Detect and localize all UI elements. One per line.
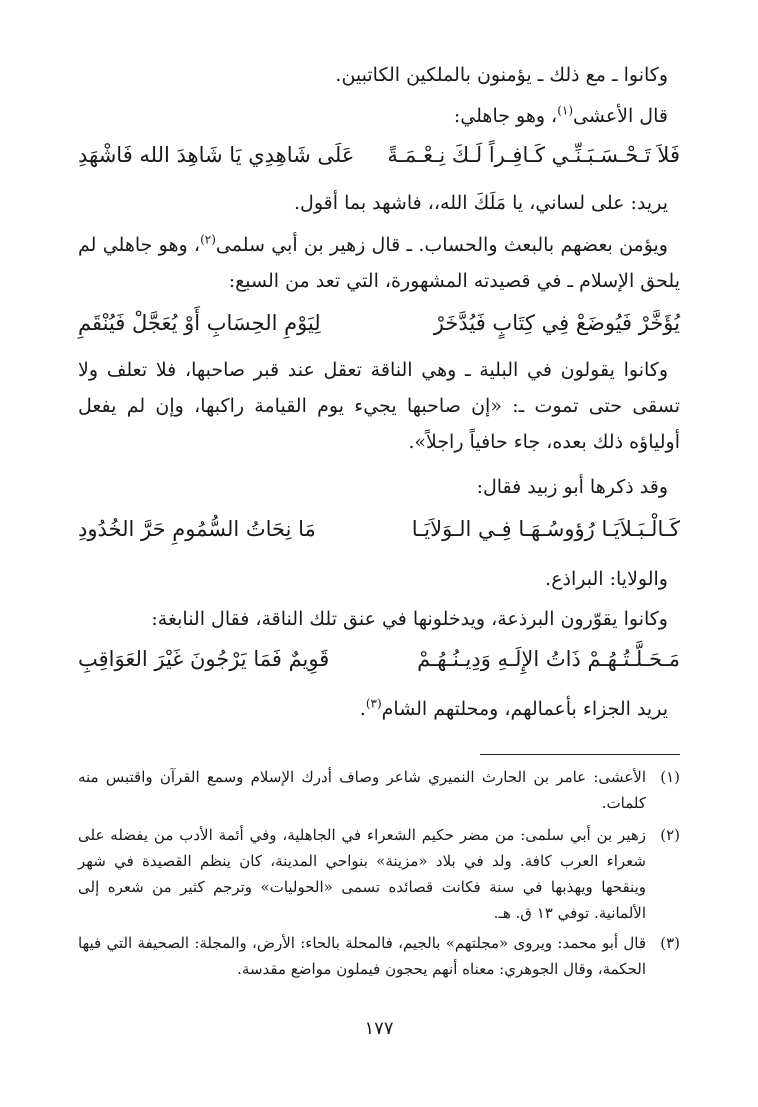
footnote-1-number: (١) xyxy=(660,768,680,786)
line-angels xyxy=(335,62,668,88)
line-abu-zubayd-text: وقد ذكرها أبو زبيد فقال: xyxy=(476,476,668,498)
verse-zuhayr xyxy=(78,308,680,338)
verse-asha-second-hemistich: عَلَى شَاهِدِي يَا شَاهِدَ الله فَاشْهَدِ xyxy=(78,143,355,167)
paragraph-baliyya-text: وكانوا يقولون في البلية ـ وهي الناقة تعقل عند قبر صاحبها، فلا تعلف ولا تسقى حتى تموت ـ: «إن صاحبها يجيء يوم القيامة راكبها، وإن لم يفعل أولياؤه ذلك بعده، جاء حافياً راجلاً». xyxy=(78,359,680,453)
verse-zuhayr-first-hemistich: يُؤَخَّرْ فَيُوضَعْ فِي كِتَابٍ فَيُدَّخَرْ xyxy=(433,311,680,335)
verse-abu-zubayd-second-hemistich: مَا نِحَاتُ السُّمُومِ حَرَّ الخُدُودِ xyxy=(78,517,316,541)
line-walaya-text: والولايا: البراذع. xyxy=(545,568,668,590)
footnote-2-number: (٢) xyxy=(660,826,680,844)
verse-nabigha xyxy=(78,644,680,674)
line-reward-text: يريد الجزاء بأعمالهم، ومحلتهم الشام xyxy=(381,698,668,720)
line-nabigha-intro-text: وكانوا يقوّرون البرذعة، ويدخلونها في عنق تلك الناقة، فقال النابغة: xyxy=(151,608,668,630)
line-angels-text: وكانوا ـ مع ذلك ـ يؤمنون بالملكين الكاتبين. xyxy=(335,64,668,86)
footnote-3-number: (٣) xyxy=(660,934,680,952)
line-nabigha-intro xyxy=(151,606,668,632)
line-asha-meaning-text: يريد: على لساني، يا مَلَكَ الله،، فاشهد بما أقول. xyxy=(294,192,668,214)
footnote-2 xyxy=(78,822,680,926)
verse-nabigha-second-hemistich: قَوِيمٌ فَمَا يَرْجُونَ غَيْرَ العَوَاقِبِ xyxy=(78,647,330,671)
paragraph-resurrection xyxy=(78,227,680,299)
verse-zuhayr-second-hemistich: لِيَوْمِ الحِسَابِ أَوْ يُعَجَّلْ فَيُنْقَمِ xyxy=(78,311,321,335)
line-asha-intro-text: قال الأعشى xyxy=(573,105,668,127)
line-reward xyxy=(360,696,668,722)
verse-abu-zubayd-first-hemistich: كَـالْـبَـلاَيَـا رُؤوسُـهَـا فِـي الـوَلاَيَـا xyxy=(411,517,680,541)
line-asha-intro xyxy=(454,103,668,129)
line-abu-zubayd xyxy=(477,474,668,500)
footnote-ref-2[interactable]: (٢) xyxy=(200,232,216,247)
footnote-ref-1[interactable]: (١) xyxy=(557,103,574,118)
paragraph-resurrection-text: ويؤمن بعضهم بالبعث والحساب. ـ قال زهير بن أبي سلمى xyxy=(215,234,668,256)
line-asha-meaning xyxy=(294,190,668,216)
verse-abu-zubayd xyxy=(78,514,680,544)
footnote-separator xyxy=(480,754,680,755)
verse-asha xyxy=(78,140,680,170)
footnote-3 xyxy=(78,930,680,982)
footnote-1 xyxy=(78,764,680,816)
footnote-1-text: الأعشى: عامر بن الحارث النميري شاعر وصاف أدرك الإسلام وسمع القرآن واقتبس منه كلمات. xyxy=(78,768,646,812)
line-reward-text-end: . xyxy=(359,698,366,720)
verse-nabigha-first-hemistich: مَـحَـلَّـتُـهُـمْ ذَاتُ الإِلَـهِ وَدِيـنُـهُـمْ xyxy=(417,647,680,671)
paragraph-baliyya xyxy=(78,352,680,460)
footnote-3-text: قال أبو محمد: ويروى «مجلتهم» بالجيم، فالمحلة بالحاء: الأرض، والمجلة: الصحيفة التي فيها الحكمة، وقال الجوهري: معناه أنهم يحجون فيملون مواضع مقدسة. xyxy=(78,934,646,978)
paragraph-resurrection-text-end: ، وهو جاهلي لم يلحق الإسلام ـ في قصيدته المشهورة، التي تعد من السبع: xyxy=(78,234,680,292)
line-walaya xyxy=(545,566,668,592)
line-asha-intro-text-end: ، وهو جاهلي: xyxy=(453,105,558,127)
page-number: ١٧٧ xyxy=(364,1018,394,1039)
footnote-ref-3[interactable]: (٣) xyxy=(365,696,382,711)
footnote-2-text: زهير بن أبي سلمى: من مضر حكيم الشعراء في الجاهلية، وفي أئمة الأدب من يفضله على شعراء العرب كافة. ولد في بلاد «مزينة» بنواحي المدينة، كان ينظم القصيدة في شهر وينقحها ويهذبها في سنة فكانت قصائده تسمى «الحوليات» وترجم كثير من شعره إلى الألمانية. توفي ١٣ ق. هـ. xyxy=(78,826,646,922)
verse-asha-first-hemistich: فَلاَ تَـحْـسَـبَـنِّـي كَـافِـراً لَـكَ نِـعْـمَـةً xyxy=(387,143,680,167)
